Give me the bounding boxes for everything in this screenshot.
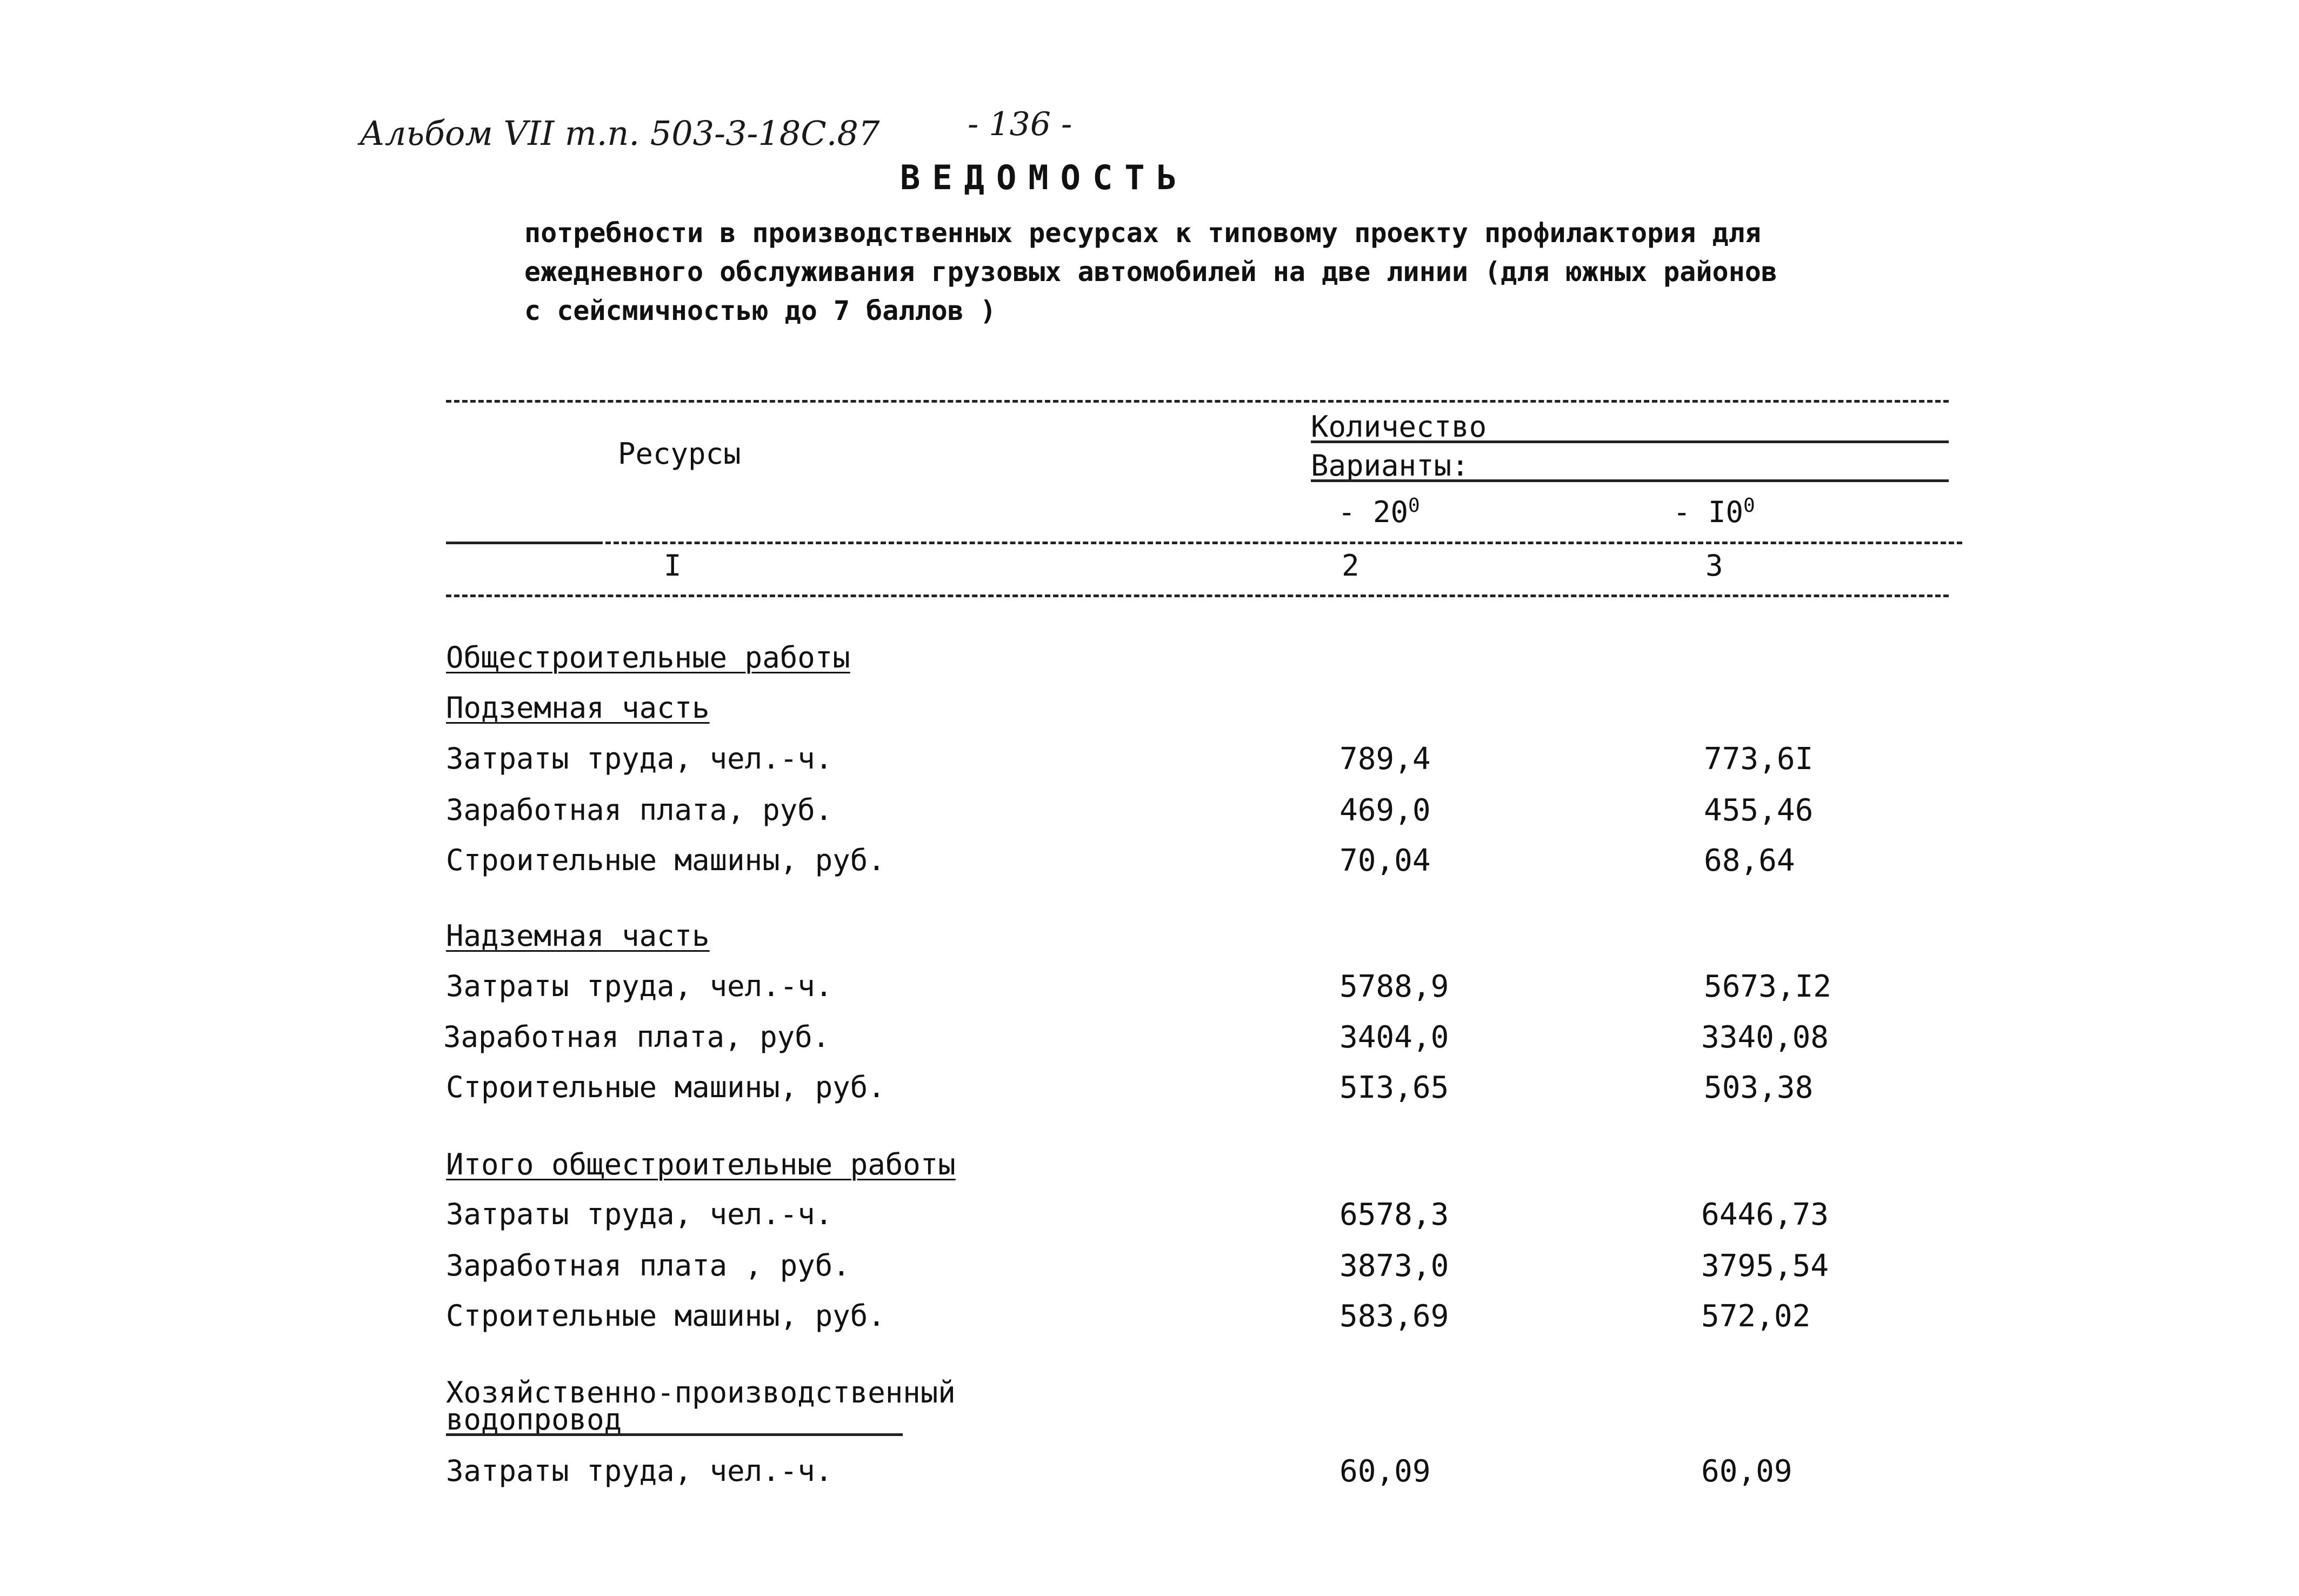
header-variant-1: - $20^0$ — [1338, 495, 1420, 529]
column-number-1: I — [664, 549, 682, 583]
table-top-rule — [446, 400, 1949, 403]
quantity-rule — [1311, 440, 1949, 443]
section-subheading: Подземная часть — [446, 691, 710, 725]
row-value-variant-2: 503,38 — [1704, 1070, 1814, 1105]
row-value-variant-1: 6578,3 — [1340, 1197, 1449, 1232]
section-heading-rule — [446, 1433, 903, 1436]
row-value-variant-2: 572,02 — [1701, 1299, 1811, 1334]
column-number-3: 3 — [1705, 549, 1723, 583]
header-variants: Варианты: — [1311, 449, 1469, 483]
row-value-variant-1: 583,69 — [1340, 1299, 1449, 1334]
row-value-variant-2: 455,46 — [1704, 793, 1814, 828]
header-resources: Ресурсы — [618, 437, 741, 471]
header-mid-rule — [605, 542, 1962, 544]
album-reference: Альбом VII т.п. 503-3-18С.87 — [359, 113, 880, 153]
document-title: ВЕДОМОСТЬ — [900, 158, 1189, 197]
row-value-variant-1: 469,0 — [1340, 793, 1431, 828]
row-label: Затраты труда, чел.-ч. — [446, 1197, 833, 1231]
header-quantity: Количество — [1311, 410, 1487, 444]
row-label: Затраты труда, чел.-ч. — [446, 742, 833, 776]
document-subtitle — [524, 213, 1777, 330]
row-value-variant-2: 3795,54 — [1701, 1248, 1829, 1284]
variants-rule — [1311, 479, 1949, 482]
row-value-variant-1: 3404,0 — [1340, 1020, 1449, 1055]
section-heading: водопровод — [446, 1403, 622, 1437]
header-bottom-rule — [446, 595, 1949, 597]
row-label: Заработная плата , руб. — [446, 1248, 850, 1283]
row-label: Строительные машины, руб. — [446, 843, 885, 877]
section-heading: Итого общестроительные работы — [446, 1147, 956, 1181]
row-value-variant-2: 60,09 — [1701, 1454, 1792, 1489]
column-number-2: 2 — [1342, 549, 1360, 583]
row-value-variant-1: 3873,0 — [1340, 1248, 1449, 1284]
row-label: Заработная плата, руб. — [443, 1020, 830, 1054]
row-value-variant-1: 70,04 — [1340, 843, 1431, 878]
row-value-variant-1: 5788,9 — [1340, 969, 1449, 1004]
section-heading: Хозяйственно-производственный — [446, 1375, 956, 1410]
row-label: Затраты труда, чел.-ч. — [446, 969, 833, 1003]
row-label: Заработная плата, руб. — [446, 793, 833, 827]
row-value-variant-2: 3340,08 — [1701, 1020, 1829, 1055]
row-value-variant-2: 5673,I2 — [1704, 969, 1832, 1004]
row-value-variant-2: 773,6I — [1704, 742, 1814, 777]
header-mid-rule-left — [446, 542, 603, 544]
row-value-variant-2: 6446,73 — [1701, 1197, 1829, 1232]
section-subheading: Надземная часть — [446, 919, 710, 953]
row-label: Строительные машины, руб. — [446, 1070, 885, 1104]
subtitle-line: с сейсмичностью до 7 баллов ) — [524, 295, 996, 326]
row-value-variant-1: 789,4 — [1340, 742, 1431, 777]
row-value-variant-2: 68,64 — [1704, 843, 1795, 878]
page-number: - 136 - — [968, 105, 1072, 143]
subtitle-line: потребности в производственных ресурсах к типовому проекту профилактория для — [524, 217, 1761, 249]
row-value-variant-1: 5I3,65 — [1340, 1070, 1449, 1105]
row-value-variant-1: 60,09 — [1340, 1454, 1431, 1489]
row-label: Затраты труда, чел.-ч. — [446, 1454, 833, 1488]
subtitle-line: ежедневного обслуживания грузовых автомобилей на две линии (для южных районов — [524, 256, 1777, 288]
row-label: Строительные машины, руб. — [446, 1299, 885, 1333]
section-heading: Общестроительные работы — [446, 640, 850, 675]
header-variant-2: - $I0^0$ — [1673, 495, 1755, 529]
